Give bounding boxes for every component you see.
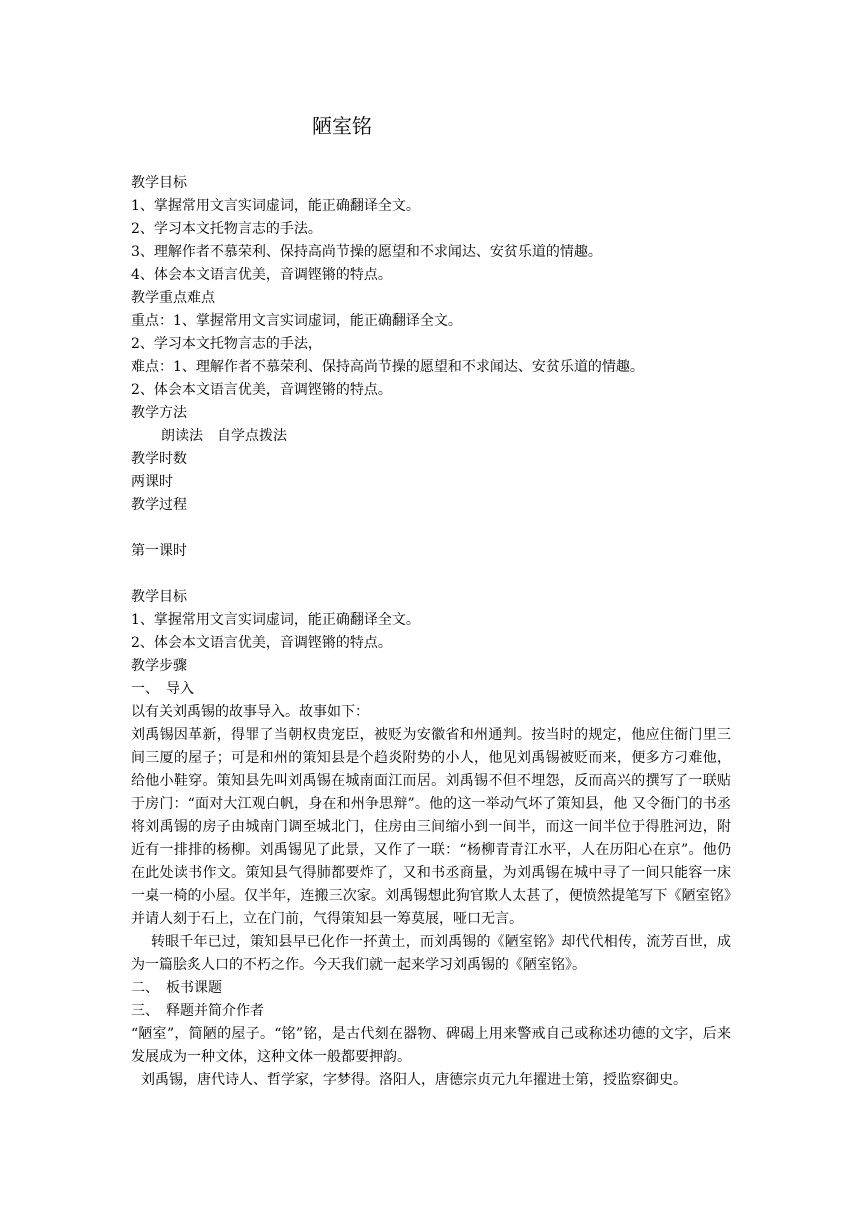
process-heading: 教学过程 — [131, 497, 187, 513]
method-text: 朗读法 自学点拨法 — [161, 428, 287, 444]
step-heading: 二、 板书课题 — [131, 980, 222, 996]
lesson-objective-item: 1、掌握常用文言实词虚词，能正确翻译全文。 — [131, 612, 420, 628]
document-body — [131, 172, 731, 1092]
hours-text: 两课时 — [131, 474, 173, 490]
lesson-objectives-heading: 教学目标 — [131, 589, 187, 605]
step-heading: 三、 释题并简介作者 — [131, 1003, 264, 1019]
method-heading: 教学方法 — [131, 405, 187, 421]
step-intro: 以有关刘禹锡的故事导入。故事如下： — [131, 704, 369, 720]
lesson-objective-item: 2、体会本文语言优美，音调铿锵的特点。 — [131, 635, 392, 651]
blank-line — [131, 517, 731, 540]
hours-heading: 教学时数 — [131, 451, 187, 467]
key-point-item: 2、学习本文托物言志的手法， — [131, 336, 322, 352]
document-title: 陋室铭 — [312, 114, 372, 138]
blank-line — [131, 563, 731, 586]
key-points-heading: 教学重点难点 — [131, 290, 215, 306]
steps-heading: 教学步骤 — [131, 658, 187, 674]
story-paragraph: 转眼千年已过，策知县早已化作一抔黄土，而刘禹锡的《陋室铭》却代代相传，流芳百世，成为一篇脍炙人口的不朽之作。今天我们就一起来学习刘禹锡的《陋室铭》。 — [131, 934, 731, 973]
objectives-heading: 教学目标 — [131, 175, 187, 191]
step-heading: 一、 导入 — [131, 681, 194, 697]
story-paragraph: 刘禹锡因革新，得罪了当朝权贵宠臣，被贬为安徽省和州通判。按当时的规定，他应住衙门里三间三厦的屋子；可是和州的策知县是个趋炎附势的小人，他见刘禹锡被贬而来，便多方刁难他，给他小鞋穿。策知县先叫刘禹锡在城南面江而居。刘禹锡不但不埋怨，反而高兴的撰写了一联贴于房门：“面对大江观白帆，身在和州争思辩”。他的这一举动气坏了策知县，他 又令衙门的书丞将刘禹锡的房子由城南门调至城北门，住房由三间缩小到一间半，而这一间半位于得胜河边，附近有一排排的杨柳。刘禹锡见了此景，又作了一联：“杨柳青青江水平，人在历阳心在京”。他仍在此处读书作文。策知县气得肺都要炸了，又和书丞商量，为刘禹锡在城中寻了一间只能容一床一桌一椅的小屋。仅半年，连搬三次家。刘禹锡想此狗官欺人太甚了，便愤然提笔写下《陋室铭》并请人刻于石上，立在门前，气得策知县一筹莫展，哑口无言。 — [131, 727, 731, 927]
title-explanation: “陋室”，简陋的屋子。“铭”铭，是古代刻在器物、碑碣上用来警戒自己或称述功德的文字，后来发展成为一种文体，这种文体一般都要押韵。 — [131, 1026, 731, 1065]
objective-item: 1、掌握常用文言实词虚词，能正确翻译全文。 — [131, 198, 420, 214]
key-point-item: 重点：1、掌握常用文言实词虚词，能正确翻译全文。 — [131, 313, 462, 329]
first-lesson-heading: 第一课时 — [131, 543, 187, 559]
key-point-item: 难点：1、理解作者不慕荣利、保持高尚节操的愿望和不求闻达、安贫乐道的情趣。 — [131, 359, 644, 375]
author-introduction: 刘禹锡，唐代诗人、哲学家，字梦得。洛阳人，唐德宗贞元九年擢进士第，授监察御史。 — [141, 1072, 687, 1088]
objective-item: 4、体会本文语言优美，音调铿锵的特点。 — [131, 267, 392, 283]
key-point-item: 2、体会本文语言优美，音调铿锵的特点。 — [131, 382, 392, 398]
objective-item: 3、理解作者不慕荣利、保持高尚节操的愿望和不求闻达、安贫乐道的情趣。 — [131, 244, 602, 260]
objective-item: 2、学习本文托物言志的手法。 — [131, 221, 322, 237]
